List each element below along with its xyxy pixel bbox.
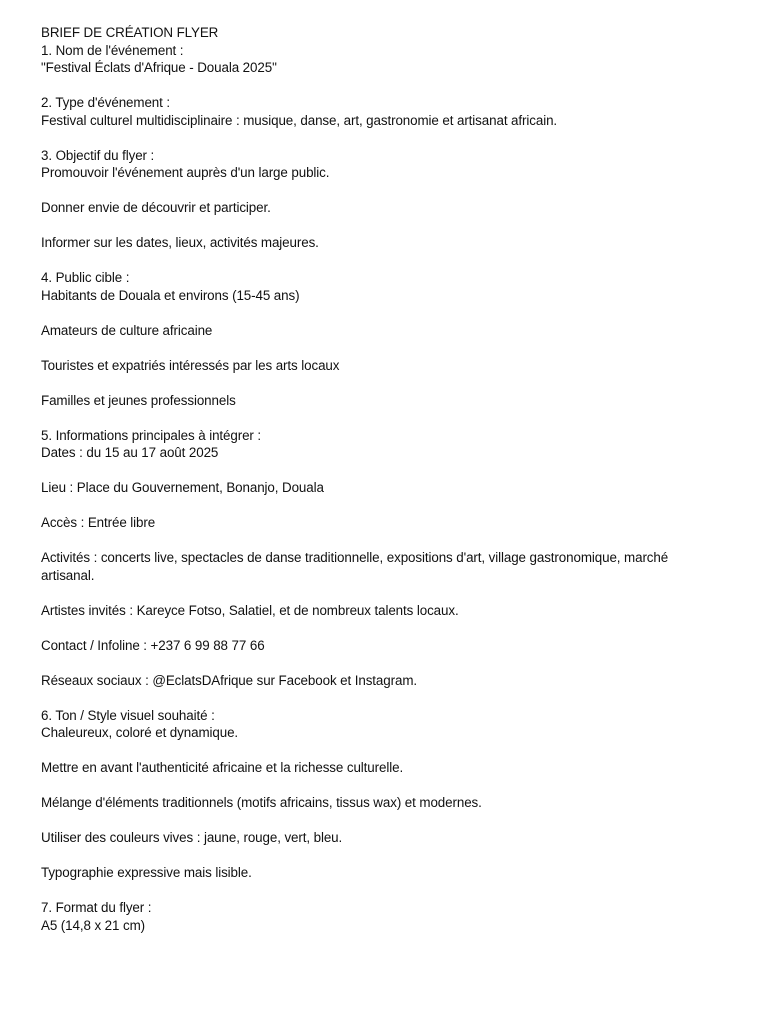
spacer [41,77,741,95]
section-6-item: Mélange d'éléments traditionnels (motifs africains, tissus wax) et modernes. [41,795,482,810]
section-5-item: Activités : concerts live, spectacles de danse traditionnelle, expositions d'art, village gastronomique, marché artisanal. [41,550,672,583]
spacer [41,812,741,830]
spacer [41,654,741,672]
section-4-item: Familles et jeunes professionnels [41,392,236,408]
spacer [41,129,741,147]
section-5-item: Accès : Entrée libre [41,515,156,530]
spacer [41,339,741,357]
section-5-item: Lieu : Place du Gouvernement, Bonanjo, Douala [41,480,324,495]
section-2-value: Festival culturel multidisciplinaire : musique, danse, art, gastronomie et artisanat africain. [41,112,558,128]
spacer [41,689,741,707]
section-5-item: Réseaux sociaux : @EclatsDAfrique sur Facebook et Instagram. [41,672,418,688]
spacer [41,777,741,795]
spacer [41,304,741,322]
section-5-item: Dates : du 15 au 17 août 2025 [41,445,219,460]
spacer [41,217,741,235]
section-4-item: Touristes et expatriés intéressés par les arts locaux [41,357,340,373]
spacer [41,619,741,637]
spacer [41,742,741,760]
section-1-heading: 1. Nom de l'événement : [41,42,184,58]
spacer [41,847,741,865]
section-3-item: Informer sur les dates, lieux, activités majeures. [41,235,319,250]
section-6-item: Utiliser des couleurs vives : jaune, rouge, vert, bleu. [41,830,343,845]
document-page [41,24,741,934]
section-4-item: Habitants de Douala et environs (15-45 ans) [41,287,300,303]
spacer [41,409,741,427]
spacer [41,374,741,392]
section-7-heading: 7. Format du flyer : [41,900,152,915]
spacer [41,584,741,602]
section-5-heading: 5. Informations principales à intégrer : [41,427,262,443]
section-5-item: Artistes invités : Kareyce Fotso, Salatiel, et de nombreux talents locaux. [41,602,459,618]
section-3-item: Donner envie de découvrir et participer. [41,200,271,215]
spacer [41,497,741,515]
spacer [41,882,741,900]
section-6-item: Mettre en avant l'authenticité africaine et la richesse culturelle. [41,760,404,775]
section-4-heading: 4. Public cible : [41,270,130,285]
section-3-heading: 3. Objectif du flyer : [41,147,155,163]
section-6-item: Typographie expressive mais lisible. [41,865,252,880]
section-4-item: Amateurs de culture africaine [41,322,213,338]
section-2-heading: 2. Type d'événement : [41,95,170,110]
section-6-heading: 6. Ton / Style visuel souhaité : [41,707,215,723]
document-title: BRIEF DE CRÉATION FLYER [41,25,219,40]
section-5-item: Contact / Infoline : +237 6 99 88 77 66 [41,637,265,653]
section-1-value: "Festival Éclats d'Afrique - Douala 2025" [41,60,277,75]
section-7-value: A5 (14,8 x 21 cm) [41,917,145,933]
section-3-item: Promouvoir l'événement auprès d'un large public. [41,165,330,180]
spacer [41,182,741,200]
spacer [41,462,741,480]
spacer [41,252,741,270]
section-6-item: Chaleureux, coloré et dynamique. [41,725,239,740]
spacer [41,532,741,550]
